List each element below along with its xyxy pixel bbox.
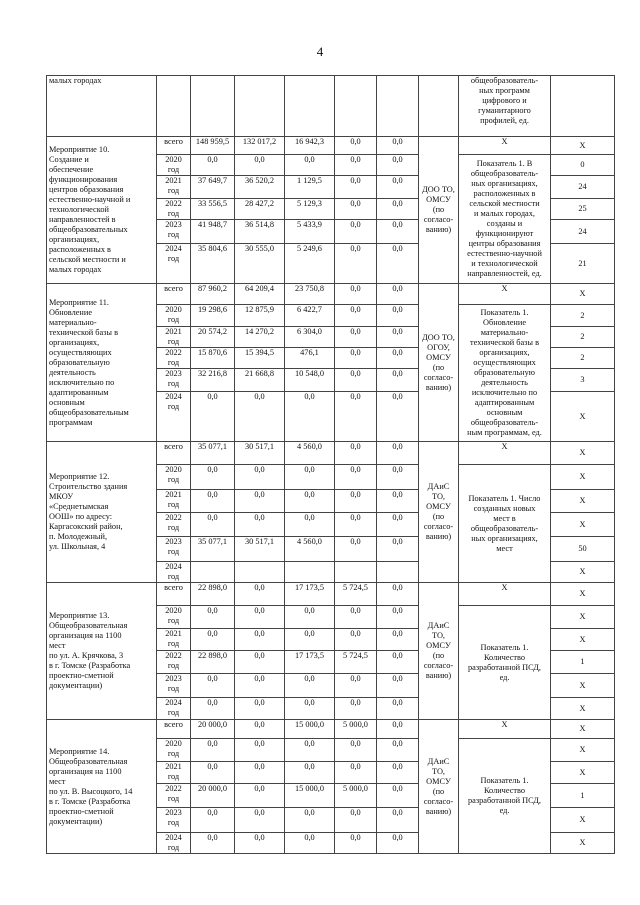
local-cell: 0,0 [335, 442, 377, 465]
extra-cell: 0,0 [377, 490, 419, 513]
total-cell: 87 960,2 [191, 284, 235, 305]
regional-cell: 6 422,7 [285, 305, 335, 327]
local-cell: 0,0 [335, 348, 377, 369]
indicator-cell: Показатель 1. Обновление материально- технической базы в организациях, осуществляющих образовательную деятельность исключительно по адаптированным основным общеобразователь- ным программам, ед. [459, 305, 551, 442]
federal-cell: 0,0 [235, 674, 285, 698]
extra-cell: 0,0 [377, 220, 419, 244]
regional-cell: 0,0 [285, 392, 335, 442]
year-cell: 2023 год [157, 674, 191, 698]
indicator-value-cell: 3 [551, 369, 615, 392]
year-cell: 2021 год [157, 629, 191, 651]
federal-cell: 0,0 [235, 606, 285, 629]
regional-cell: 0,0 [285, 155, 335, 176]
regional-cell: 0,0 [285, 629, 335, 651]
measure-title: Мероприятие 11. Обновление материально- технической базы в организациях, осуществляющих образовательную деятельность исключительно по адаптированным основным общеобразовательным программам [47, 284, 157, 442]
total-cell: 0,0 [191, 490, 235, 513]
local-cell: 0,0 [335, 369, 377, 392]
indicator-value-cell: 24 [551, 176, 615, 199]
regional-cell: 15 000,0 [285, 720, 335, 739]
extra-cell: 0,0 [377, 513, 419, 537]
year-cell: 2021 год [157, 762, 191, 784]
federal-cell: 0,0 [235, 698, 285, 720]
total-cell: 148 959,5 [191, 137, 235, 155]
federal-cell: 28 427,2 [235, 199, 285, 220]
year-cell: всего [157, 442, 191, 465]
federal-cell: 0,0 [235, 629, 285, 651]
federal-cell: 30 517,1 [235, 442, 285, 465]
total-cell: 0,0 [191, 155, 235, 176]
indicator-total-cell: X [459, 284, 551, 305]
federal-cell: 0,0 [235, 739, 285, 762]
regional-cell: 5 129,3 [285, 199, 335, 220]
indicator-value-cell: 2 [551, 348, 615, 369]
year-cell: 2024 год [157, 244, 191, 284]
total-cell: 20 000,0 [191, 784, 235, 808]
indicator-value-cell: 1 [551, 651, 615, 674]
extra-cell: 0,0 [377, 537, 419, 562]
indicator-value-cell: X [551, 137, 615, 155]
total-cell: 35 804,6 [191, 244, 235, 284]
total-cell: 15 870,6 [191, 348, 235, 369]
total-cell: 22 898,0 [191, 583, 235, 606]
local-cell: 0,0 [335, 137, 377, 155]
federal-cell: 0,0 [235, 808, 285, 833]
local-cell: 0,0 [335, 392, 377, 442]
regional-cell: 4 560,0 [285, 537, 335, 562]
extra-cell: 0,0 [377, 199, 419, 220]
local-cell: 0,0 [335, 284, 377, 305]
extra-cell: 0,0 [377, 155, 419, 176]
regional-cell: 0,0 [285, 808, 335, 833]
local-cell: 5 000,0 [335, 784, 377, 808]
federal-cell: 0,0 [235, 513, 285, 537]
indicator-value-cell: X [551, 720, 615, 739]
total-cell: 37 649,7 [191, 176, 235, 199]
regional-cell: 0,0 [285, 698, 335, 720]
page-number: 4 [316, 44, 324, 59]
total-cell: 0,0 [191, 762, 235, 784]
extra-cell [377, 562, 419, 583]
executor-cell: ДАиС ТО, ОМСУ (по согласо- ванию) [419, 442, 459, 583]
executor-cell: ДОО ТО, ОГОУ, ОМСУ (по согласо- ванию) [419, 284, 459, 442]
local-cell: 0,0 [335, 698, 377, 720]
indicator-value-cell: X [551, 490, 615, 513]
measure-title: Мероприятие 10. Создание и обеспечение функционирования центров образования естественно-научной и технологической направленностей в общеобразовательных организациях, расположенных в сельской местности и малых городах [47, 137, 157, 284]
extra-cell: 0,0 [377, 244, 419, 284]
indicator-cell: Показатель 1. В общеобразователь- ных организациях, расположенных в сельской местности и малых городах, созданы и функционируют центры образования естественно-научной и технологической направленностей, ед. [459, 155, 551, 284]
extra-cell: 0,0 [377, 784, 419, 808]
total-cell: 0,0 [191, 698, 235, 720]
federal-cell [235, 562, 285, 583]
local-cell: 0,0 [335, 305, 377, 327]
local-cell: 0,0 [335, 537, 377, 562]
federal-cell: 36 520,2 [235, 176, 285, 199]
extra-cell: 0,0 [377, 465, 419, 490]
extra-cell: 0,0 [377, 808, 419, 833]
year-cell: 2024 год [157, 833, 191, 854]
total-cell: 20 574,2 [191, 327, 235, 348]
federal-cell: 0,0 [235, 490, 285, 513]
year-cell: 2024 год [157, 698, 191, 720]
total-cell: 33 556,5 [191, 199, 235, 220]
regional-cell: 23 750,8 [285, 284, 335, 305]
year-cell: 2022 год [157, 784, 191, 808]
regional-cell: 5 433,9 [285, 220, 335, 244]
federal-cell: 64 209,4 [235, 284, 285, 305]
local-cell: 5 724,5 [335, 651, 377, 674]
year-cell: 2023 год [157, 808, 191, 833]
total-cell: 0,0 [191, 674, 235, 698]
indicator-value-cell: X [551, 583, 615, 606]
indicator-value-cell: 2 [551, 305, 615, 327]
year-cell: всего [157, 137, 191, 155]
regional-cell: 10 548,0 [285, 369, 335, 392]
total-cell: 20 000,0 [191, 720, 235, 739]
extra-cell: 0,0 [377, 698, 419, 720]
regional-cell: 0,0 [285, 490, 335, 513]
local-cell: 0,0 [335, 762, 377, 784]
regional-cell: 16 942,3 [285, 137, 335, 155]
local-cell: 0,0 [335, 833, 377, 854]
executor-cell: ДОО ТО, ОМСУ (по согласо- ванию) [419, 137, 459, 284]
extra-cell: 0,0 [377, 833, 419, 854]
federal-cell: 36 514,8 [235, 220, 285, 244]
indicator-value-cell: X [551, 513, 615, 537]
table-row [47, 583, 615, 606]
total-cell: 0,0 [191, 739, 235, 762]
local-cell: 5 724,5 [335, 583, 377, 606]
measure-title-continued: малых городах [47, 76, 157, 137]
regional-cell: 17 173,5 [285, 583, 335, 606]
indicator-value-cell: X [551, 392, 615, 442]
local-cell: 0,0 [335, 176, 377, 199]
extra-cell: 0,0 [377, 327, 419, 348]
regional-cell: 5 249,6 [285, 244, 335, 284]
year-cell: 2020 год [157, 305, 191, 327]
indicator-value-cell: X [551, 629, 615, 651]
federal-cell: 132 017,2 [235, 137, 285, 155]
year-cell: 2020 год [157, 606, 191, 629]
total-cell [191, 562, 235, 583]
program-measures-table [46, 75, 615, 854]
year-cell: 2021 год [157, 327, 191, 348]
year-cell: 2020 год [157, 155, 191, 176]
federal-cell: 21 668,8 [235, 369, 285, 392]
indicator-value-cell: X [551, 674, 615, 698]
local-cell: 5 000,0 [335, 720, 377, 739]
indicator-total-cell: X [459, 720, 551, 739]
regional-cell: 0,0 [285, 739, 335, 762]
extra-cell: 0,0 [377, 651, 419, 674]
indicator-value-cell: X [551, 465, 615, 490]
extra-cell: 0,0 [377, 348, 419, 369]
extra-cell: 0,0 [377, 442, 419, 465]
indicator-cell: Показатель 1. Число созданных новых мест в общеобразователь- ных организациях, мест [459, 465, 551, 583]
local-cell: 0,0 [335, 513, 377, 537]
measure-title: Мероприятие 13. Общеобразовательная организация на 1100 мест по ул. А. Крячкова, 3 в г. Томске (Разработка проектно-сметной документации) [47, 583, 157, 720]
year-cell: 2022 год [157, 651, 191, 674]
year-cell: 2022 год [157, 513, 191, 537]
indicator-value-cell: X [551, 698, 615, 720]
extra-cell: 0,0 [377, 720, 419, 739]
measure-title: Мероприятие 12. Строительство здания МКОУ «Среднетымская ООШ» по адресу: Каргасокский район, п. Молодежный, ул. Школьная, 4 [47, 442, 157, 583]
total-cell: 0,0 [191, 629, 235, 651]
indicator-cell: Показатель 1. Количество разработанной ПСД, ед. [459, 606, 551, 720]
indicator-value-cell: 2 [551, 327, 615, 348]
federal-cell: 0,0 [235, 465, 285, 490]
local-cell: 0,0 [335, 808, 377, 833]
extra-cell: 0,0 [377, 392, 419, 442]
federal-cell: 14 270,2 [235, 327, 285, 348]
local-cell: 0,0 [335, 739, 377, 762]
regional-cell: 476,1 [285, 348, 335, 369]
regional-cell [285, 562, 335, 583]
year-cell: 2021 год [157, 176, 191, 199]
federal-cell: 30 555,0 [235, 244, 285, 284]
executor-cell: ДАиС ТО, ОМСУ (по согласо- ванию) [419, 720, 459, 854]
indicator-cell: Показатель 1. Количество разработанной ПСД, ед. [459, 739, 551, 854]
indicator-total-cell: X [459, 442, 551, 465]
extra-cell: 0,0 [377, 762, 419, 784]
regional-cell: 4 560,0 [285, 442, 335, 465]
extra-cell: 0,0 [377, 369, 419, 392]
federal-cell: 0,0 [235, 720, 285, 739]
year-cell: 2020 год [157, 739, 191, 762]
indicator-value-cell: X [551, 606, 615, 629]
table-row [47, 284, 615, 305]
indicator-continued: общеобразователь- ных программ цифрового и гуманитарного профилей, ед. [459, 76, 551, 137]
total-cell: 0,0 [191, 606, 235, 629]
year-cell: 2023 год [157, 537, 191, 562]
local-cell: 0,0 [335, 244, 377, 284]
local-cell: 0,0 [335, 220, 377, 244]
year-cell: 2023 год [157, 220, 191, 244]
regional-cell: 0,0 [285, 762, 335, 784]
year-cell: 2020 год [157, 465, 191, 490]
indicator-value-cell: 0 [551, 155, 615, 176]
local-cell: 0,0 [335, 155, 377, 176]
year-cell: 2023 год [157, 369, 191, 392]
year-cell: 2021 год [157, 490, 191, 513]
extra-cell: 0,0 [377, 674, 419, 698]
total-cell: 0,0 [191, 465, 235, 490]
extra-cell: 0,0 [377, 305, 419, 327]
total-cell: 0,0 [191, 392, 235, 442]
regional-cell: 0,0 [285, 833, 335, 854]
total-cell: 32 216,8 [191, 369, 235, 392]
regional-cell: 0,0 [285, 465, 335, 490]
executor-cell: ДАиС ТО, ОМСУ (по согласо- ванию) [419, 583, 459, 720]
extra-cell: 0,0 [377, 606, 419, 629]
regional-cell: 15 000,0 [285, 784, 335, 808]
indicator-value-cell: X [551, 562, 615, 583]
local-cell: 0,0 [335, 465, 377, 490]
indicator-value-cell: X [551, 762, 615, 784]
total-cell: 19 298,6 [191, 305, 235, 327]
local-cell: 0,0 [335, 629, 377, 651]
indicator-value-cell: X [551, 442, 615, 465]
regional-cell: 0,0 [285, 606, 335, 629]
regional-cell: 0,0 [285, 513, 335, 537]
federal-cell: 15 394,5 [235, 348, 285, 369]
total-cell: 22 898,0 [191, 651, 235, 674]
federal-cell: 0,0 [235, 784, 285, 808]
total-cell: 0,0 [191, 833, 235, 854]
year-cell: всего [157, 720, 191, 739]
federal-cell: 12 875,9 [235, 305, 285, 327]
local-cell [335, 562, 377, 583]
table-row [47, 442, 615, 465]
extra-cell: 0,0 [377, 629, 419, 651]
local-cell: 0,0 [335, 674, 377, 698]
regional-cell: 17 173,5 [285, 651, 335, 674]
indicator-value-cell: X [551, 808, 615, 833]
federal-cell: 0,0 [235, 762, 285, 784]
indicator-value-cell: X [551, 739, 615, 762]
extra-cell: 0,0 [377, 739, 419, 762]
table-row [47, 720, 615, 739]
total-cell: 0,0 [191, 513, 235, 537]
local-cell: 0,0 [335, 606, 377, 629]
indicator-value-cell: 1 [551, 784, 615, 808]
indicator-value-cell: X [551, 284, 615, 305]
extra-cell: 0,0 [377, 284, 419, 305]
indicator-value-cell: 25 [551, 199, 615, 220]
extra-cell: 0,0 [377, 137, 419, 155]
year-cell: 2024 год [157, 392, 191, 442]
extra-cell: 0,0 [377, 176, 419, 199]
regional-cell: 6 304,0 [285, 327, 335, 348]
indicator-total-cell: X [459, 137, 551, 155]
indicator-value-cell: 21 [551, 244, 615, 284]
year-cell: всего [157, 583, 191, 606]
total-cell: 35 077,1 [191, 537, 235, 562]
year-cell: 2022 год [157, 199, 191, 220]
local-cell: 0,0 [335, 199, 377, 220]
federal-cell: 0,0 [235, 651, 285, 674]
extra-cell: 0,0 [377, 583, 419, 606]
continuation-row [47, 76, 615, 137]
federal-cell: 0,0 [235, 155, 285, 176]
year-cell: 2022 год [157, 348, 191, 369]
federal-cell: 0,0 [235, 833, 285, 854]
table-row [47, 137, 615, 155]
total-cell: 41 948,7 [191, 220, 235, 244]
regional-cell: 1 129,5 [285, 176, 335, 199]
indicator-value-cell: X [551, 833, 615, 854]
local-cell: 0,0 [335, 490, 377, 513]
indicator-value-cell: 24 [551, 220, 615, 244]
measure-title: Мероприятие 14. Общеобразовательная организация на 1100 мест по ул. В. Высоцкого, 14 в г. Томске (Разработка проектно-сметной документации) [47, 720, 157, 854]
regional-cell: 0,0 [285, 674, 335, 698]
local-cell: 0,0 [335, 327, 377, 348]
indicator-value-cell: 50 [551, 537, 615, 562]
total-cell: 0,0 [191, 808, 235, 833]
federal-cell: 30 517,1 [235, 537, 285, 562]
total-cell: 35 077,1 [191, 442, 235, 465]
year-cell: всего [157, 284, 191, 305]
indicator-total-cell: X [459, 583, 551, 606]
federal-cell: 0,0 [235, 392, 285, 442]
year-cell: 2024 год [157, 562, 191, 583]
federal-cell: 0,0 [235, 583, 285, 606]
